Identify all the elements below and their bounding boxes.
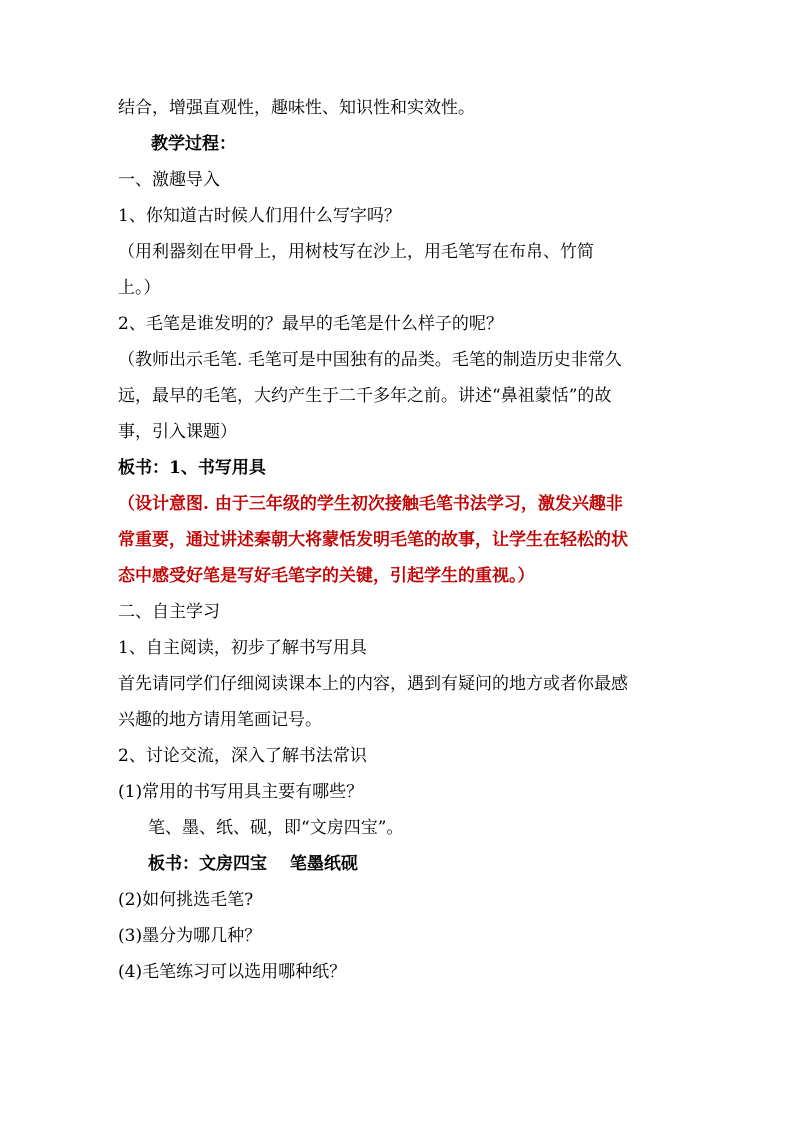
- answer-2-line-2: 远，最早的毛笔，大约产生于二千多年之前。讲述“鼻祖蒙恬”的故: [118, 386, 612, 406]
- sub-question-2: (2)如何挑选毛笔?: [118, 890, 254, 910]
- answer-2-line-3: 事，引入课题）: [118, 422, 237, 442]
- design-intent-line-2: 常重要，通过讲述秦朝大将蒙恬发明毛笔的故事，让学生在轻松的状: [118, 530, 628, 550]
- answer-1-line-2: 上。）: [118, 278, 161, 298]
- design-intent-line-1: （设计意图. 由于三年级的学生初次接触毛笔书法学习，激发兴趣非: [118, 494, 623, 514]
- heading-teaching-process: 教学过程：: [151, 134, 236, 154]
- sub-question-3: (3)墨分为哪几种？: [118, 926, 262, 946]
- sub-answer-1: 笔、墨、纸、砚，即“文房四宝”。: [148, 818, 404, 838]
- answer-1-line-1: （用利器刻在甲骨上，用树枝写在沙上，用毛笔写在布帛、竹简: [118, 242, 594, 262]
- design-intent-line-3: 态中感受好笔是写好毛笔字的关键，引起学生的重视。）: [118, 566, 535, 586]
- sub-question-1: (1)常用的书写用具主要有哪些？: [118, 782, 364, 802]
- step-1-detail-line-1: 首先请同学们仔细阅读课本上的内容，遇到有疑问的地方或者你最感: [118, 674, 628, 694]
- document-body: [118, 90, 688, 990]
- step-2: 2、讨论交流，深入了解书法常识: [118, 746, 367, 766]
- board-writing-2: 板书：文房四宝 笔墨纸砚: [148, 854, 358, 874]
- step-1: 1、自主阅读，初步了解书写用具: [118, 638, 367, 658]
- section-heading-2: 二、自主学习: [118, 602, 220, 622]
- paragraph-summary: 结合，增强直观性，趣味性、知识性和实效性。: [118, 98, 475, 118]
- answer-2-line-1: （教师出示毛笔. 毛笔可是中国独有的品类。毛笔的制造历史非常久: [118, 350, 622, 370]
- step-1-detail-line-2: 兴趣的地方请用笔画记号。: [118, 710, 322, 730]
- question-2: 2、毛笔是谁发明的？最早的毛笔是什么样子的呢？: [118, 314, 503, 334]
- section-heading-1: 一、激趣导入: [118, 170, 220, 190]
- sub-question-4: (4)毛笔练习可以选用哪种纸？: [118, 962, 347, 982]
- question-1: 1、你知道古时候人们用什么写字吗？: [118, 206, 401, 226]
- board-writing-1: 板书：1、书写用具: [118, 458, 266, 478]
